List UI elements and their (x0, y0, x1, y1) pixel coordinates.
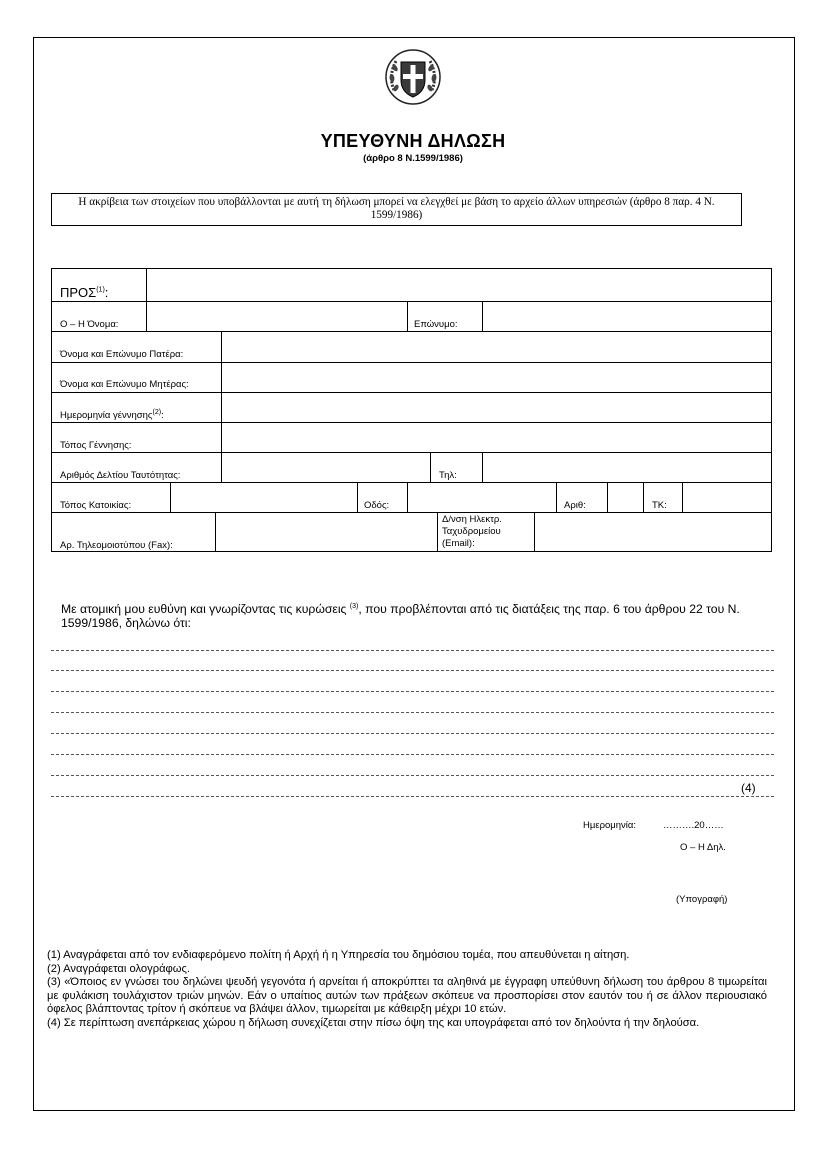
declaration-statement: Με ατομική μου ευθύνη και γνωρίζοντας τις κυρώσεις $^{(3)}$, που προβλέπονται από τις διατάξεις της παρ. 6 του άρθρου 22 του Ν. 1599/1986, δηλώνω ότι: (61, 602, 740, 631)
continuation-note-marker: (4) (741, 781, 756, 795)
declaration-line (51, 650, 774, 651)
postcode-field[interactable] (683, 483, 771, 512)
birth-place-label: Τόπος Γέννησης: (60, 440, 132, 451)
date-label: Ημερομηνία: (583, 820, 637, 831)
declaration-line (51, 712, 774, 713)
surname-label: Επώνυμο: (414, 319, 458, 330)
declaration-line (51, 775, 774, 776)
signature-label: (Υπογραφή) (676, 894, 728, 905)
recipient-field[interactable] (147, 269, 771, 301)
document-subtitle: (άρθρο 8 Ν.1599/1986) (363, 153, 463, 164)
email-field[interactable] (535, 513, 771, 551)
footnotes (47, 949, 767, 1030)
footnote: (3) «Όποιος εν γνώσει του δηλώνει ψευδή γεγονότα ή αρνείται ή αποκρύπτει τα αληθινά με έγγραφη υπεύθυνη δήλωση του άρθρου 8 τιμωρείται με φυλάκιση τουλάχιστον τριών μηνών. Εάν ο υπαίτιος αυτών των πράξεων σκόπευε να προσπορίσει στον εαυτόν του ή σε άλλον περιουσιακό όφελος βλάπτοντας τρίτον ή σκόπευε να βλάψει άλλον, τιμωρείται με κάθειρξη μέχρι 10 ετών. (47, 976, 767, 1015)
fax-field[interactable] (216, 513, 437, 551)
declaration-line (51, 733, 774, 734)
date-field[interactable]: ……….20…… (663, 820, 724, 831)
residence-label: Τόπος Κατοικίας: (60, 500, 132, 511)
id-number-label: Αριθμός Δελτίου Ταυτότητας: (60, 470, 181, 481)
document-title: ΥΠΕΥΘΥΝΗ ΔΗΛΩΣΗ (320, 131, 506, 151)
postcode-label: ΤΚ: (652, 500, 667, 511)
first-name-field[interactable] (147, 302, 407, 331)
footnote: (2) Αναγράφεται ολογράφως. (47, 962, 191, 975)
greek-coat-of-arms-emblem (384, 48, 442, 106)
fax-label: Αρ. Τηλεομοιοτύπου (Fax): (60, 540, 173, 551)
declaration-line (51, 691, 774, 692)
recipient-label: ΠΡΟΣ$^{(1)}$: (60, 285, 109, 300)
id-number-field[interactable] (222, 453, 430, 482)
declaration-line (51, 754, 774, 755)
street-number-field[interactable] (608, 483, 643, 512)
phone-field[interactable] (483, 453, 771, 482)
residence-field[interactable] (171, 483, 357, 512)
father-name-field[interactable] (222, 332, 771, 362)
footnote: (4) Σε περίπτωση ανεπάρκειας χώρου η δήλωση συνεχίζεται στην πίσω όψη της και υπογράφεται από τον δηλούντα ή την δηλούσα. (47, 1016, 700, 1029)
declaration-line (51, 796, 774, 797)
declaration-line (51, 670, 774, 671)
birth-date-label: Ημερομηνία γέννησης$^{(2)}$: (60, 409, 164, 422)
declarant-label: Ο – Η Δηλ. (680, 842, 726, 853)
street-field[interactable] (408, 483, 556, 512)
birth-place-field[interactable] (222, 423, 771, 452)
first-name-label: Ο – Η Όνομα: (60, 319, 119, 330)
mother-name-field[interactable] (222, 363, 771, 392)
street-number-label: Αριθ: (564, 500, 586, 511)
birth-date-field[interactable] (222, 393, 771, 422)
email-label: Δ/νση Ηλεκτρ. Ταχυδρομείου (Email): (442, 514, 502, 549)
mother-name-label: Όνομα και Επώνυμο Μητέρας: (60, 379, 189, 390)
footnote: (1) Αναγράφεται από τον ενδιαφερόμενο πολίτη ή Αρχή ή η Υπηρεσία του δημόσιου τομέα, που απευθύνεται η αίτηση. (47, 949, 630, 961)
verification-notice: Η ακρίβεια των στοιχείων που υποβάλλονται με αυτή τη δήλωση μπορεί να ελεγχθεί με βάση το αρχείο άλλων υπηρεσιών (άρθρο 8 παρ. 4 Ν. 1599/1986) (51, 193, 742, 226)
street-label: Οδός: (364, 500, 390, 511)
father-name-label: Όνομα και Επώνυμο Πατέρα: (60, 349, 184, 360)
phone-label: Τηλ: (439, 470, 457, 481)
surname-field[interactable] (483, 302, 771, 331)
